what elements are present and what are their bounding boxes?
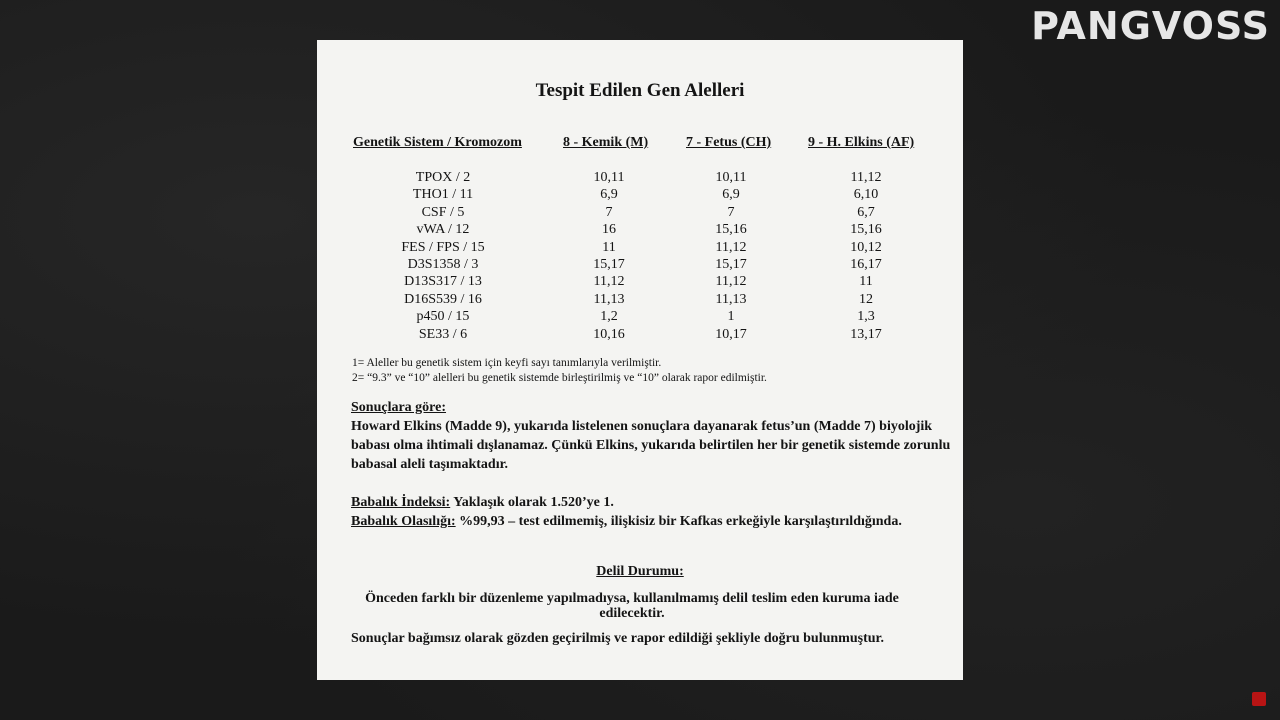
allele-cell: 7 [605, 204, 613, 220]
allele-cell: 16 [602, 222, 616, 238]
allele-cell: 11 [602, 239, 616, 255]
genetic-system-cell: SE33 / 6 [418, 326, 468, 342]
column-header-elkins: 9 - H. Elkins (AF) [808, 135, 915, 150]
allele-column-system [353, 169, 533, 343]
allele-cell: 16,17 [850, 256, 882, 272]
paternity-index-label: Babalık İndeksi: [351, 495, 451, 510]
footnote: 2= “9.3” ve “10” alelleri bu genetik sistemde birleştirilmiş ve “10” olarak rapor edilmiştir. [352, 372, 767, 384]
allele-column-bone [549, 169, 669, 343]
allele-cell: 15,16 [715, 222, 747, 238]
footnote: 1= Aleller bu genetik sistem için keyfi sayı tanımlarıyla verilmiştir. [352, 357, 662, 369]
genetic-system-cell: D13S317 / 13 [404, 274, 482, 290]
lab-report-paper [317, 40, 963, 680]
allele-cell: 1,3 [857, 309, 875, 325]
genetic-system-cell: vWA / 12 [416, 222, 470, 238]
column-header-genetic-system: Genetik Sistem / Kromozom [353, 135, 522, 150]
footnotes [352, 356, 767, 386]
conclusion-line: Sonuçlar bağımsız olarak gözden geçirilmiş ve rapor edildiği şekliyle doğru bulunmuştur. [351, 631, 884, 646]
paternity-probability [351, 514, 902, 530]
allele-cell: 15,17 [593, 256, 625, 272]
allele-cell: 11,13 [715, 291, 747, 307]
allele-cell: 6,10 [853, 187, 879, 203]
evidence-paragraph: Önceden farklı bir düzenleme yapılmadıysa, kullanılmamış delil teslim eden kuruma iade edilecektir. [365, 591, 899, 621]
allele-column-fetus [671, 169, 791, 343]
channel-watermark: PANGVOSS [1031, 4, 1270, 48]
allele-cell: 15,16 [850, 222, 882, 238]
allele-cell: 7 [727, 204, 735, 220]
allele-cell: 6,9 [600, 187, 618, 203]
allele-cell: 10,11 [593, 170, 625, 185]
allele-cell: 10,16 [593, 326, 625, 342]
genetic-system-cell: D16S539 / 16 [404, 291, 482, 307]
allele-cell: 11,12 [715, 239, 747, 255]
allele-cell: 11,12 [715, 274, 747, 290]
column-header-fetus: 7 - Fetus (CH) [686, 135, 772, 150]
allele-cell: 6,7 [857, 204, 875, 220]
genetic-system-cell: THO1 / 11 [412, 187, 474, 203]
paternity-index [351, 495, 614, 511]
evidence-heading [317, 564, 963, 580]
allele-cell: 11,12 [593, 274, 625, 290]
genetic-system-cell: TPOX / 2 [415, 170, 471, 185]
allele-cell: 13,17 [850, 326, 882, 342]
paternity-probability-value: %99,93 – test edilmemiş, ilişkisiz bir Kafkas erkeğiyle karşılaştırıldığında. [459, 514, 902, 529]
genetic-system-cell: p450 / 15 [416, 309, 470, 325]
video-badge-icon [1252, 692, 1266, 706]
results-paragraph: Howard Elkins (Madde 9), yukarıda listelenen sonuçlara dayanarak fetus’un (Madde 7) biyolojik babası olma ihtimali dışlanamaz. Çünkü Elkins, yukarıda belirtilen her bir genetik sistemde zorunlu babasal aleli taşımaktadır. [351, 419, 951, 472]
allele-cell: 12 [859, 291, 873, 307]
allele-cell: 15,17 [715, 256, 747, 272]
evidence-heading-text: Delil Durumu: [596, 564, 684, 579]
allele-cell: 11 [859, 274, 873, 290]
paternity-index-value: Yaklaşık olarak 1.520’ye 1. [453, 495, 614, 510]
paternity-probability-label: Babalık Olasılığı: [351, 514, 456, 529]
allele-cell: 10,17 [715, 326, 747, 342]
genetic-system-cell: CSF / 5 [421, 204, 465, 220]
allele-cell: 1 [727, 309, 735, 325]
allele-cell: 10,12 [850, 239, 882, 255]
allele-cell: 11,12 [850, 170, 882, 185]
allele-cell: 11,13 [593, 291, 625, 307]
column-header-bone: 8 - Kemik (M) [563, 135, 649, 150]
allele-column-elkins [793, 169, 939, 343]
document-title: Tespit Edilen Gen Alelleri [535, 80, 745, 101]
allele-cell: 1,2 [600, 309, 618, 325]
allele-cell: 10,11 [715, 170, 747, 185]
genetic-system-cell: D3S1358 / 3 [407, 256, 479, 272]
allele-cell: 6,9 [722, 187, 740, 203]
results-heading: Sonuçlara göre: [351, 400, 447, 415]
genetic-system-cell: FES / FPS / 15 [401, 239, 485, 255]
